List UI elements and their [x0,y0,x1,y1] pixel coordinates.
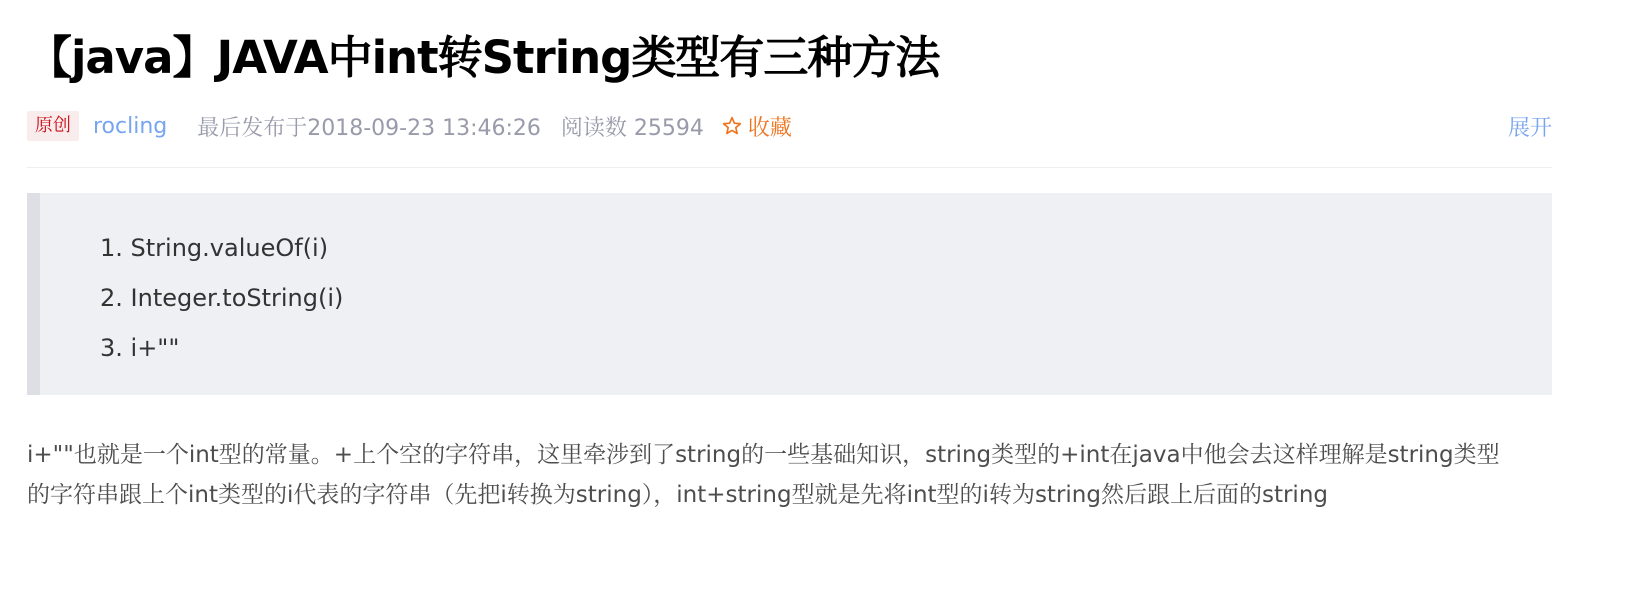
publish-date: 最后发布于2018-09-23 13:46:26 [197,115,541,141]
methods-list [100,223,343,373]
explanation-paragraph: i+""也就是一个int型的常量。+上个空的字符串，这里牵涉到了string的一些基础知识，string类型的+int在java中他会去这样理解是string类型的字符串跟上个int类型的i代表的字符串（先把i转换为string），int+string型就是先将int型的i转为string然后跟上后面的string [27,442,1500,508]
star-outline-icon [722,116,742,136]
article-meta [27,104,1552,148]
favorite-button[interactable] [722,111,792,142]
list-item: 3. i+"" [100,334,180,362]
expand-button[interactable]: 展开 [1507,115,1552,141]
list-item: 1. String.valueOf(i) [100,234,329,262]
original-badge: 原创 [27,111,79,141]
author-link[interactable]: rocling [93,113,168,139]
article-title: 【java】JAVA中int转String类型有三种方法 [27,31,940,84]
methods-blockquote [27,193,1552,395]
meta-divider [27,167,1552,168]
read-count: 阅读数 25594 [560,115,704,141]
favorite-label: 收藏 [747,115,792,141]
list-item: 2. Integer.toString(i) [100,284,344,312]
